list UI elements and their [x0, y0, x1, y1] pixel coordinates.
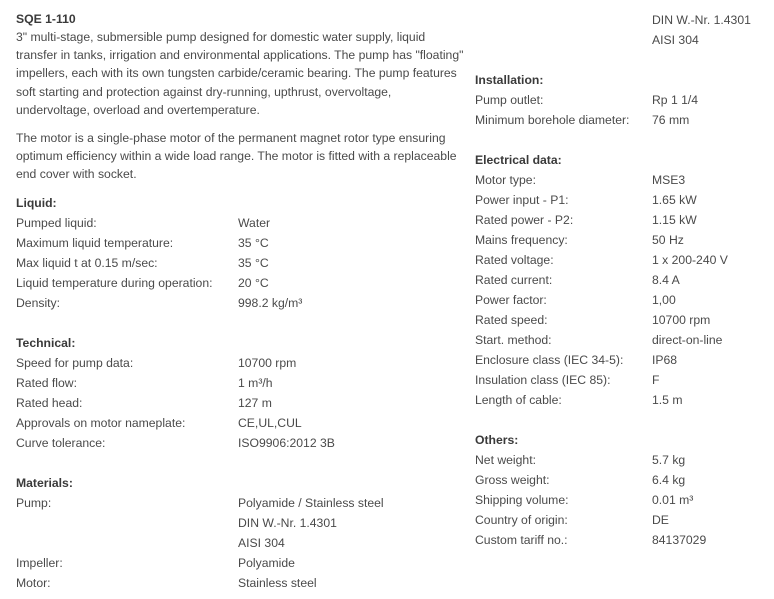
product-title: SQE 1-110 [16, 12, 76, 26]
spec-value: DIN W.-Nr. 1.4301 [238, 515, 337, 530]
spec-row [16, 293, 466, 313]
spec-value: DIN W.-Nr. 1.4301 [652, 13, 751, 27]
section-others [475, 430, 770, 550]
motor-paragraph: The motor is a single-phase motor of the permanent magnet rotor type ensuring optimum efficiency within a wide load range. The motor is fitted with a replaceable end cover with socket. [16, 131, 457, 182]
description-paragraph: 3" multi-stage, submersible pump designed for domestic water supply, liquid transfer in tanks, irrigation and environmental applications. The pump has "floating" impellers, each with its own tungsten carbide/ceramic bearing. The pump features soft starting and protection against dry-running, upthrust, overvoltage, undervoltage, overload and overtemperature. [16, 30, 464, 117]
spec-row [16, 373, 466, 393]
spec-row [475, 10, 770, 30]
spec-label: Shipping volume: [475, 493, 569, 507]
spec-value: 8.4 A [652, 273, 680, 287]
spec-label: Insulation class (IEC 85): [475, 373, 611, 387]
spec-row [475, 30, 770, 50]
spec-value: 0.01 m³ [652, 493, 694, 507]
spec-label: Impeller: [16, 555, 63, 570]
spec-row [475, 230, 770, 250]
spec-row [475, 490, 770, 510]
spec-value: 50 Hz [652, 233, 684, 247]
spec-label: Custom tariff no.: [475, 533, 568, 547]
spec-value: 1 m³/h [238, 375, 273, 390]
spec-label: Motor: [16, 575, 51, 590]
spec-value: 1.5 m [652, 393, 683, 407]
spec-label: Liquid temperature during operation: [16, 275, 213, 290]
spec-row [475, 470, 770, 490]
spec-row [16, 353, 466, 373]
spec-row [475, 510, 770, 530]
spec-value: CE,UL,CUL [238, 415, 302, 430]
spec-value: 10700 rpm [238, 355, 297, 370]
spec-value: 5.7 kg [652, 453, 686, 467]
spec-label: Rated voltage: [475, 253, 554, 267]
spec-row [475, 310, 770, 330]
section-liquid [16, 193, 466, 313]
spec-value: 1.15 kW [652, 213, 697, 227]
spec-label: Minimum borehole diameter: [475, 113, 630, 127]
spec-label: Enclosure class (IEC 34-5): [475, 353, 624, 367]
spec-value: 1.65 kW [652, 193, 697, 207]
spec-value: AISI 304 [652, 33, 699, 47]
spec-row [16, 513, 466, 533]
spec-value: 76 mm [652, 113, 690, 127]
spec-label: Motor type: [475, 173, 536, 187]
spec-value: 127 m [238, 395, 272, 410]
spec-value: MSE3 [652, 173, 686, 187]
section-title: Liquid: [16, 195, 57, 210]
section-electrical [475, 150, 770, 410]
spec-label: Pump: [16, 495, 52, 510]
spec-value: F [652, 373, 660, 387]
spec-value: Rp 1 1/4 [652, 93, 699, 107]
spec-value: 6.4 kg [652, 473, 686, 487]
spec-row [16, 553, 466, 573]
spec-value: direct-on-line [652, 333, 723, 347]
spec-row [475, 450, 770, 470]
spec-value: 1 x 200-240 V [652, 253, 728, 267]
section-materials [16, 473, 466, 593]
spec-label: Pumped liquid: [16, 215, 97, 230]
spec-row [475, 390, 770, 410]
spec-value: 20 °C [238, 275, 269, 290]
spec-value: 84137029 [652, 533, 707, 547]
spec-value: IP68 [652, 353, 678, 367]
spec-row [475, 370, 770, 390]
spec-row [475, 250, 770, 270]
spec-value: Polyamide [238, 555, 295, 570]
spec-label: Net weight: [475, 453, 536, 467]
spec-label: Rated current: [475, 273, 553, 287]
spec-value: Stainless steel [238, 575, 317, 590]
section-title: Materials: [16, 475, 73, 490]
spec-label: Power input - P1: [475, 193, 569, 207]
spec-row [475, 190, 770, 210]
spec-row [16, 273, 466, 293]
spec-row [16, 393, 466, 413]
spec-row [475, 270, 770, 290]
spec-label: Length of cable: [475, 393, 562, 407]
spec-row [16, 233, 466, 253]
spec-row [16, 573, 466, 593]
spec-label: Rated flow: [16, 375, 77, 390]
spec-label: Maximum liquid temperature: [16, 235, 174, 250]
spec-row [475, 210, 770, 230]
spec-value: AISI 304 [238, 535, 285, 550]
spec-row [16, 213, 466, 233]
spec-label: Approvals on motor nameplate: [16, 415, 186, 430]
left-column [16, 0, 466, 593]
section-title: Others: [475, 433, 519, 447]
spec-row [16, 253, 466, 273]
spec-label: Start. method: [475, 333, 552, 347]
section-title: Installation: [475, 73, 544, 87]
spec-label: Mains frequency: [475, 233, 568, 247]
spec-value: 35 °C [238, 255, 269, 270]
spec-label: Power factor: [475, 293, 547, 307]
spec-value: 998.2 kg/m³ [238, 295, 303, 310]
spec-row [16, 413, 466, 433]
spec-row [16, 533, 466, 553]
section-title: Electrical data: [475, 153, 562, 167]
spec-label: Pump outlet: [475, 93, 544, 107]
spec-label: Country of origin: [475, 513, 568, 527]
spec-row [475, 90, 770, 110]
spec-value: DE [652, 513, 669, 527]
spec-row [16, 433, 466, 453]
spec-row [475, 290, 770, 310]
spec-value: Water [238, 215, 271, 230]
spec-label: Curve tolerance: [16, 435, 106, 450]
spec-label: Rated head: [16, 395, 83, 410]
spec-row [475, 110, 770, 130]
spec-row [475, 530, 770, 550]
spec-label: Speed for pump data: [16, 355, 134, 370]
spec-value: 1,00 [652, 293, 676, 307]
section-installation [475, 70, 770, 130]
section-technical [16, 333, 466, 453]
section-materials-continued [475, 10, 770, 50]
spec-value: 10700 rpm [652, 313, 711, 327]
spec-row [475, 330, 770, 350]
spec-row [16, 493, 466, 513]
spec-row [475, 170, 770, 190]
spec-label: Max liquid t at 0.15 m/sec: [16, 255, 158, 270]
spec-row [475, 350, 770, 370]
spec-label: Gross weight: [475, 473, 550, 487]
spec-label: Rated speed: [475, 313, 548, 327]
spec-value: Polyamide / Stainless steel [238, 495, 384, 510]
spec-label: Density: [16, 295, 61, 310]
spec-value: 35 °C [238, 235, 269, 250]
section-title: Technical: [16, 335, 76, 350]
spec-value: ISO9906:2012 3B [238, 435, 335, 450]
right-column [475, 0, 770, 550]
spec-label: Rated power - P2: [475, 213, 574, 227]
